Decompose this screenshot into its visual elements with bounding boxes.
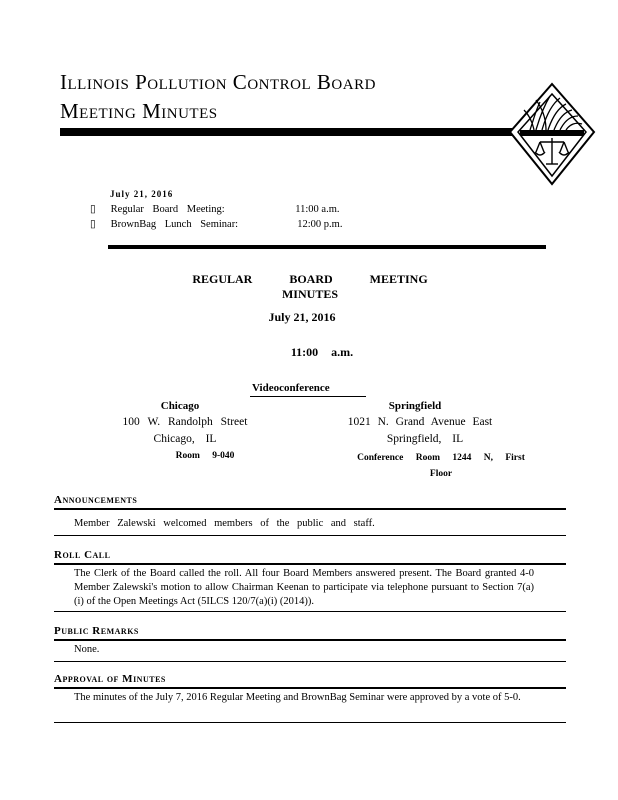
chicago-address: 100 W. Randolph Street: [122, 416, 248, 428]
schedule-item-label: BrownBag Lunch Seminar:: [110, 219, 239, 230]
section-divider: [54, 661, 566, 662]
checkbox-bullet-icon: ▯: [90, 219, 96, 230]
schedule-item-time: 12:00 p.m.: [297, 219, 343, 230]
section-rule: [54, 563, 566, 565]
meeting-mode: Videoconference: [252, 382, 330, 394]
meeting-heading: REGULAR BOARD MEETING MINUTES: [192, 272, 428, 301]
springfield-city-state: Springfield, IL: [386, 433, 464, 445]
schedule-item-time: 11:00 a.m.: [295, 204, 340, 215]
board-logo-icon: [506, 80, 598, 188]
schedule-date: July 21, 2016: [110, 189, 174, 199]
meeting-time: 11:00 a.m.: [290, 345, 354, 359]
schedule-item-label: Regular Board Meeting:: [110, 204, 225, 215]
approval-text: The minutes of the July 7, 2016 Regular Meeting and BrownBag Seminar were approved by a vote of 5-0.: [74, 692, 521, 703]
section-rule: [54, 508, 566, 510]
section-title-announcements: Announcements: [54, 494, 138, 506]
section-divider: [54, 722, 566, 723]
section-title-approval: Approval of Minutes: [54, 673, 166, 685]
header-rule: [60, 128, 548, 136]
springfield-room: Conference Room 1244 N, First Floor: [357, 453, 525, 479]
schedule-item: [90, 218, 342, 230]
public-remarks-text: None.: [74, 644, 100, 655]
section-divider: [54, 611, 566, 612]
chicago-room: Room 9-040: [175, 451, 235, 461]
roll-call-text: The Clerk of the Board called the roll. All four Board Members answered present. The Board granted 4-0 Member Zalewski's motion to allow Chairman Keenan to participate via telephone pursuant to Section 7(a)(i) of the Open Meetings Act (5ILCS 120/7(a)(i) (2014)).: [74, 568, 534, 607]
schedule-rule: [108, 245, 546, 249]
section-title-roll-call: Roll Call: [54, 549, 111, 561]
meeting-mode-underline: [250, 396, 366, 397]
section-rule: [54, 639, 566, 641]
meeting-date: July 21, 2016: [268, 310, 336, 324]
section-rule: [54, 687, 566, 689]
springfield-city: Springfield: [388, 400, 442, 412]
page-title-line2: Meeting Minutes: [60, 99, 218, 123]
checkbox-bullet-icon: ▯: [90, 204, 96, 215]
springfield-address: 1021 N. Grand Avenue East: [347, 416, 493, 428]
schedule-item: [90, 203, 339, 215]
announcements-text: Member Zalewski welcomed members of the public and staff.: [74, 518, 375, 529]
section-divider: [54, 535, 566, 536]
chicago-city-state: Chicago, IL: [153, 433, 217, 445]
chicago-city: Chicago: [160, 400, 200, 412]
page-title-line1: Illinois Pollution Control Board: [60, 70, 376, 94]
section-title-public-remarks: Public Remarks: [54, 625, 139, 637]
